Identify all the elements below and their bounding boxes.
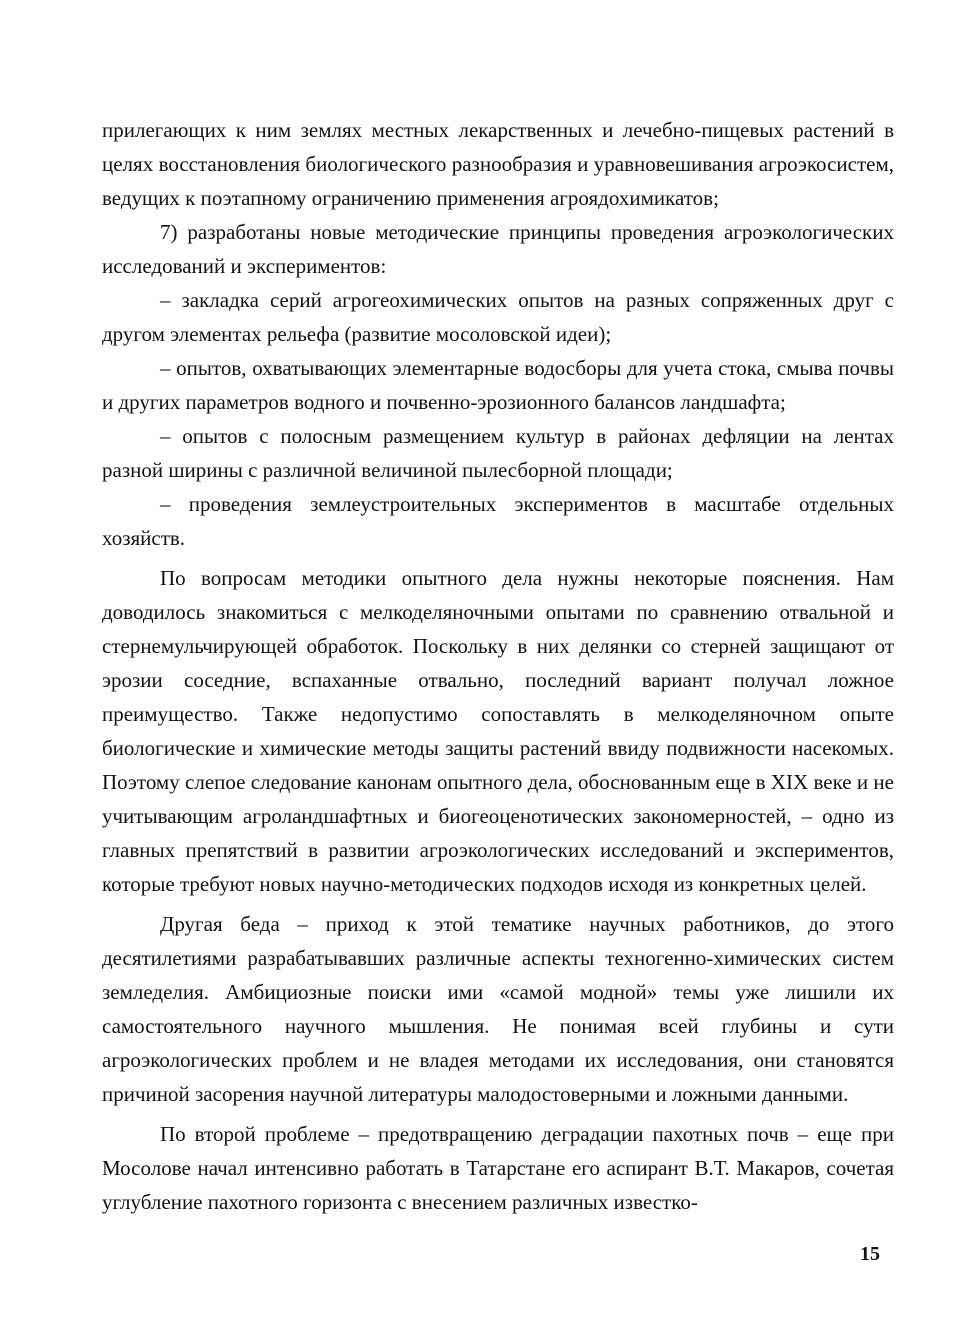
page-number: 15 [860,1243,880,1265]
paragraph-dash-3: – опытов с полосным размещением культур в районах дефляции на лентах разной ширины с различной величиной пылесборной площади; [102,424,894,482]
paragraph-dash-2: – опытов, охватывающих элементарные водосборы для учета стока, смыва почвы и других параметров водного и почвенно-эрозионного балансов ландшафта; [102,356,894,414]
paragraph-methodology: По вопросам методики опытного дела нужны некоторые пояснения. Нам доводилось знакомиться с мелкоделяночными опытами по сравнению отвальной и стернемульчирующей обработок. Поскольку в них делянки со стерней защищают от эрозии соседние, вспаханные отвально, последний вариант получал ложное преимущество. Также недопустимо сопоставлять в мелкоделяночном опыте биологические и химические методы защиты растений ввиду подвижности насекомых. Поэтому слепое следование канонам опытного дела, обоснованным еще в XIX веке и не учитывающим агроландшафтных и биогеоценотических закономерностей, – одно из главных препятствий в развитии агроэкологических исследований и экспериментов, которые требуют новых научно-методических подходов исходя из конкретных целей. [102,566,894,896]
paragraph-continuation: прилегающих к ним землях местных лекарственных и лечебно-пищевых растений в целях восстановления биологического разнообразия и уравновешивания агроэкосистем, ведущих к поэтапному ограничению применения агроядохимикатов; [102,118,894,210]
paragraph-second-problem: По второй проблеме – предотвращению деградации пахотных почв – еще при Мосолове начал интенсивно работать в Татарстане его аспирант В.Т. Макаров, сочетая углубление пахотного горизонта с внесением различных известко- [102,1122,894,1214]
body-text [102,113,894,1219]
paragraph-another-problem: Другая беда – приход к этой тематике научных работников, до этого десятилетиями разрабатывавших различные аспекты техногенно-химических систем земледелия. Амбициозные поиски ими «самой модной» темы уже лишили их самостоятельного научного мышления. Не понимая всей глубины и сути агроэкологических проблем и не владея методами их исследования, они становятся причиной засорения научной литературы малодостоверными и ложными данными. [102,912,894,1106]
paragraph-dash-4: – проведения землеустроительных экспериментов в масштабе отдельных хозяйств. [102,492,894,550]
paragraph-dash-1: – закладка серий агрогеохимических опытов на разных сопряженных друг с другом элементах рельефа (развитие мосоловской идеи); [102,288,894,346]
paragraph-item-7: 7) разработаны новые методические принципы проведения агроэкологических исследований и экспериментов: [102,220,894,278]
